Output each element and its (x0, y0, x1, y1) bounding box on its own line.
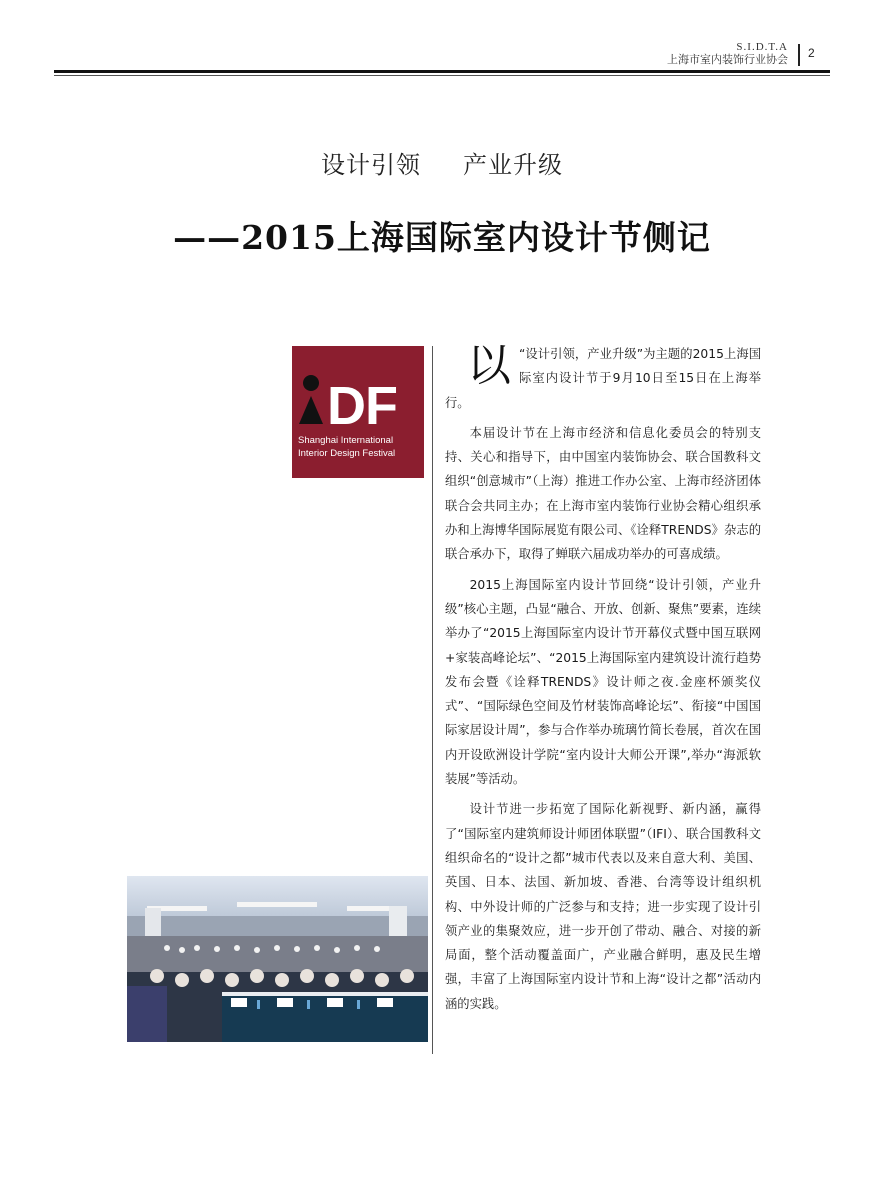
subtitle-right: 产业升级 (463, 151, 563, 179)
page-number: 2 (808, 46, 815, 60)
idf-logo-line2: Interior Design Festival (298, 448, 396, 459)
idf-logo-line1: Shanghai International (298, 435, 394, 446)
dropcap: 以 (467, 340, 511, 391)
article-paragraph-1 (445, 342, 761, 415)
association-abbreviation: S.I.D.T.A (736, 41, 788, 53)
header-rule-thick (54, 70, 830, 73)
header-rule-thin (54, 75, 830, 76)
article-paragraph-3: 2015上海国际室内设计节回绕“设计引领，产业升级”核心主题，凸显“融合、开放、创新、聚焦”要素，连续举办了“2015上海国际室内设计节开幕仪式暨中国互联网+家装高峰论坛”、“2015上海国际室内建筑设计流行趋势发布会暨《诠释TRENDS》设计师之夜.金座杯颁奖仪式”、“国际绿色空间及竹材装饰高峰论坛”、衔接“中国国际家居设计周”，参与合作举办琉璃竹简长卷展，首次在国内开设欧洲设计学院“室内设计大师公开课”,举办“海派软装展”等活动。 (445, 577, 761, 787)
idf-logo (292, 346, 424, 478)
article-paragraph-2: 本届设计节在上海市经济和信息化委员会的特别支持、关心和指导下，由中国室内装饰协会、联合国教科文组织“创意城市”（上海）推进工作办公室、上海市经济团体联合会共同主办；在上海市室内装饰行业协会精心组织承办和上海博华国际展览有限公司、《诠释TRENDS》杂志的联合承办下，取得了蝉联六届成功举办的可喜成绩。 (445, 425, 761, 562)
header-divider (798, 44, 800, 66)
article-title: ——2015上海国际室内设计节侧记 (173, 218, 711, 257)
article-paragraph-1-text: “设计引领，产业升级”为主题的2015上海国际室内设计节于9月10日至15日在上海举行。 (445, 347, 761, 410)
subtitle-left: 设计引领 (321, 151, 421, 179)
conference-photo (127, 876, 428, 1042)
article-paragraph-4: 设计节进一步拓宽了国际化新视野、新内涵，赢得了“国际室内建筑师设计师团体联盟”（IFI）、联合国教科文组织命名的“设计之都”城市代表以及来自意大利、美国、英国、日本、法国、新加坡、香港、台湾等设计组织机构、中外设计师的广泛参与和支持；进一步实现了设计引领产业的集聚效应，进一步开创了带动、融合、对接的新局面，整个活动覆盖面广，产业融合鲜明，惠及民生增强，丰富了上海国际室内设计节和上海“设计之都”活动内涵的实践。 (445, 802, 761, 1011)
svg-text:DF: DF (327, 376, 397, 436)
article-subtitle (0, 145, 884, 180)
article-body (445, 342, 761, 1016)
column-divider (432, 346, 433, 1054)
association-name: 上海市室内装饰行业协会 (667, 52, 788, 66)
header-brand (667, 42, 788, 65)
